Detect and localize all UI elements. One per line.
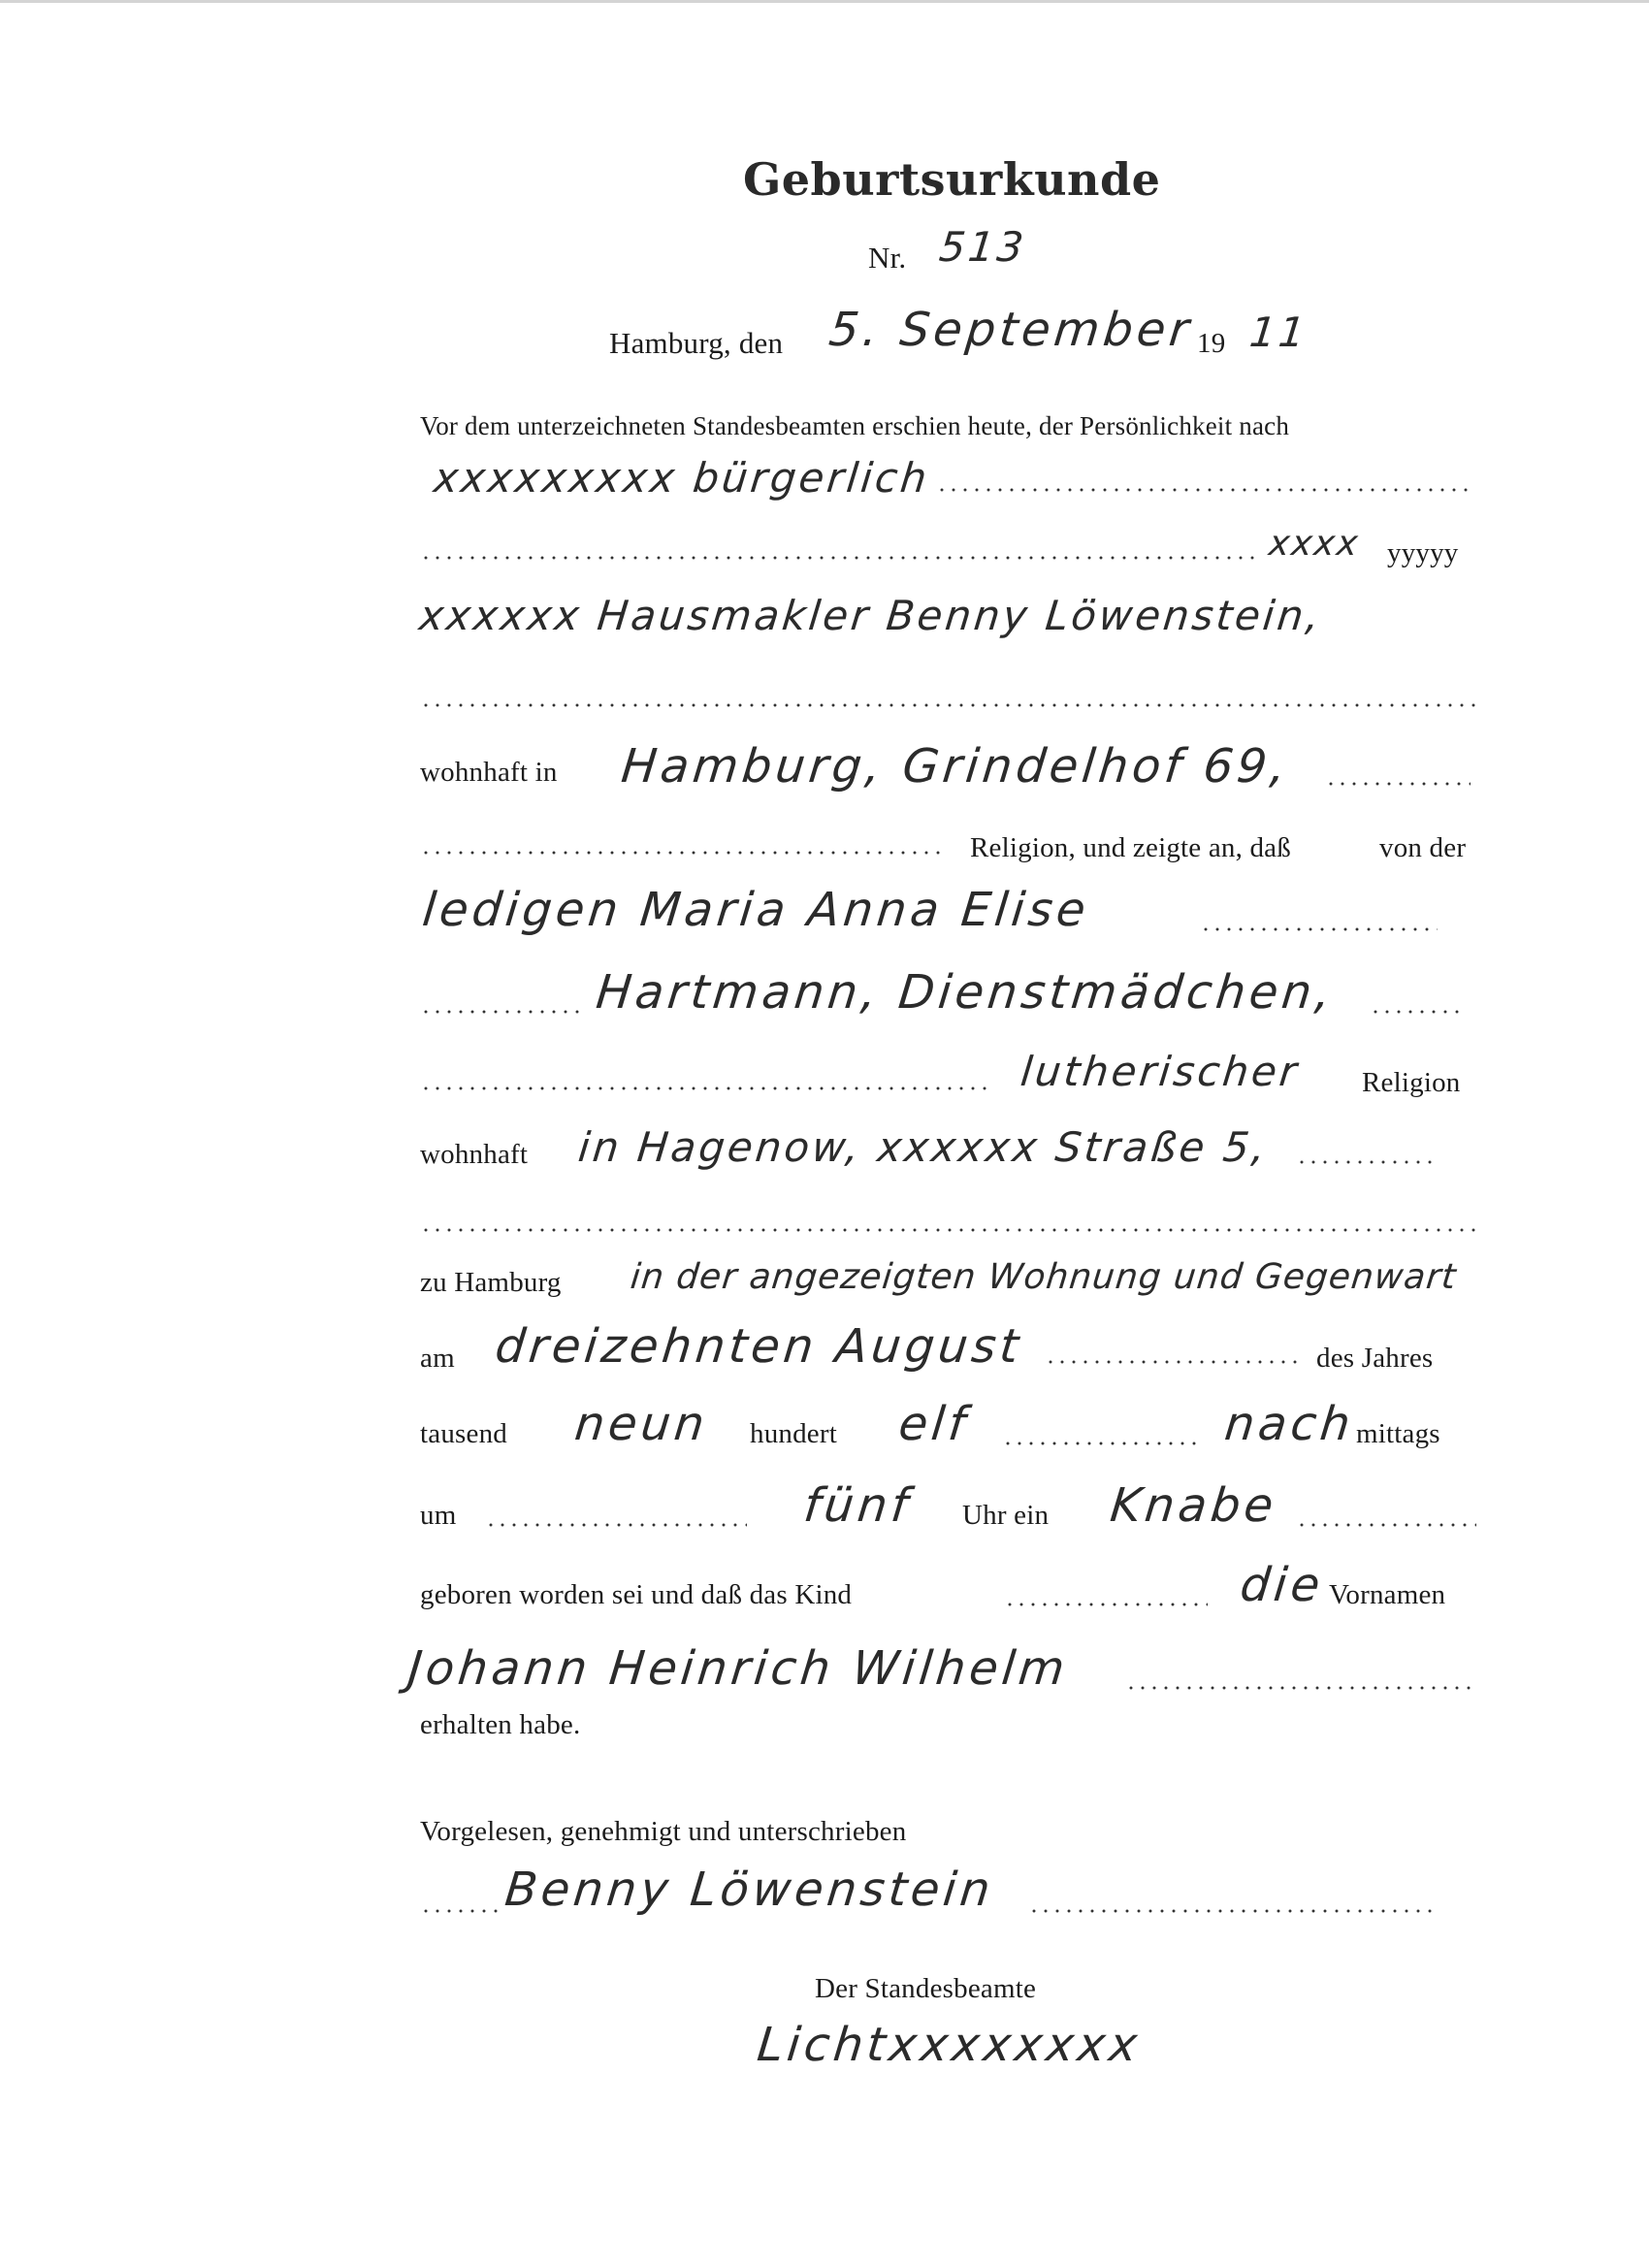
mittags-label: mittags: [1356, 1418, 1440, 1449]
religion-announce-text: Religion, und zeigte an, daß: [970, 832, 1291, 863]
identity-line-3: xxxxxx Hausmakler Benny Löwenstein,: [417, 592, 1325, 639]
sex-value: Knabe: [1108, 1478, 1280, 1533]
dotted-fill: [936, 488, 1471, 492]
date-year-prefix: 19: [1197, 328, 1226, 359]
dotted-fill: [420, 1228, 1477, 1232]
year-neun: neun: [572, 1397, 711, 1451]
identity-line-2-hand: xxxx: [1267, 524, 1362, 564]
dotted-fill: [420, 851, 944, 855]
date-year-suffix: 11: [1247, 308, 1310, 356]
year-elf: elf: [896, 1397, 972, 1451]
des-jahres-label: des Jahres: [1316, 1343, 1434, 1374]
declarant-signature: Benny Löwenstein: [502, 1863, 997, 1917]
registrar-label: Der Standesbeamte: [815, 1973, 1037, 2004]
dotted-fill: [420, 703, 1477, 707]
mother-line-2: Hartmann, Dienstmädchen,: [594, 965, 1338, 1020]
mother-line-1: ledigen Maria Anna Elise: [420, 883, 1092, 937]
nach-value: nach: [1222, 1397, 1357, 1451]
dotted-fill: [1002, 1442, 1196, 1445]
vornamen-label: Vornamen: [1329, 1579, 1446, 1610]
dotted-fill: [1370, 1010, 1467, 1014]
certificate-number: 513: [937, 223, 1029, 271]
given-names-intro: geboren worden sei und daß das Kind: [420, 1579, 853, 1610]
dotted-fill: [1125, 1686, 1476, 1690]
scan-edge: [0, 0, 1649, 3]
residence-value: Hamburg, Grindelhof 69,: [619, 739, 1293, 794]
uhr-ein-label: Uhr ein: [962, 1500, 1050, 1531]
erhalten-text: erhalten habe.: [420, 1709, 581, 1740]
mother-residence-label: wohnhaft: [420, 1139, 529, 1170]
am-label: am: [420, 1343, 455, 1374]
dotted-fill: [1045, 1360, 1297, 1364]
child-names: Johann Heinrich Wilhelm: [405, 1641, 1072, 1696]
hundert-label: hundert: [750, 1418, 837, 1449]
dotted-fill: [1296, 1523, 1476, 1527]
dotted-fill: [1325, 782, 1471, 786]
mother-religion-label: Religion: [1362, 1067, 1461, 1098]
mother-religion-value: lutherischer: [1018, 1048, 1303, 1095]
dotted-fill: [1200, 927, 1438, 931]
dotted-fill: [420, 1086, 989, 1090]
read-approved-text: Vorgelesen, genehmigt und unterschrieben: [420, 1816, 907, 1847]
date-place-label: Hamburg, den: [609, 326, 784, 360]
identity-line-1: xxxxxxxxx bürgerlich: [432, 454, 932, 502]
date-day-month: 5. September: [826, 303, 1196, 357]
dotted-fill: [420, 1909, 498, 1913]
um-label: um: [420, 1500, 457, 1531]
dotted-fill: [1296, 1160, 1432, 1164]
dotted-fill: [1028, 1909, 1436, 1913]
von-der-text: von der: [1379, 832, 1467, 863]
residence-label: wohnhaft in: [420, 757, 558, 788]
dotted-fill: [485, 1523, 747, 1527]
document-title: Geburtsurkunde: [743, 153, 1161, 206]
hour-value: fünf: [801, 1478, 915, 1533]
birth-date-value: dreizehnten August: [493, 1319, 1025, 1374]
identity-line-2-print: yyyyy: [1387, 537, 1459, 568]
dotted-fill: [420, 1010, 585, 1014]
birth-place-value: in der angezeigten Wohnung und Gegenwart: [629, 1257, 1459, 1297]
mother-residence-value: in Hagenow, xxxxxx Straße 5,: [576, 1123, 1271, 1171]
number-label: Nr.: [868, 241, 907, 275]
birth-place-label: zu Hamburg: [420, 1267, 562, 1298]
dotted-fill: [1004, 1603, 1208, 1606]
registrar-signature: Lichtxxxxxxxx: [755, 2018, 1144, 2072]
intro-text: Vor dem unterzeichneten Standesbeamten erschien heute, der Persönlichkeit nach: [420, 411, 1290, 440]
dotted-fill: [420, 556, 1260, 560]
die-value: die: [1238, 1558, 1327, 1612]
tausend-label: tausend: [420, 1418, 507, 1449]
